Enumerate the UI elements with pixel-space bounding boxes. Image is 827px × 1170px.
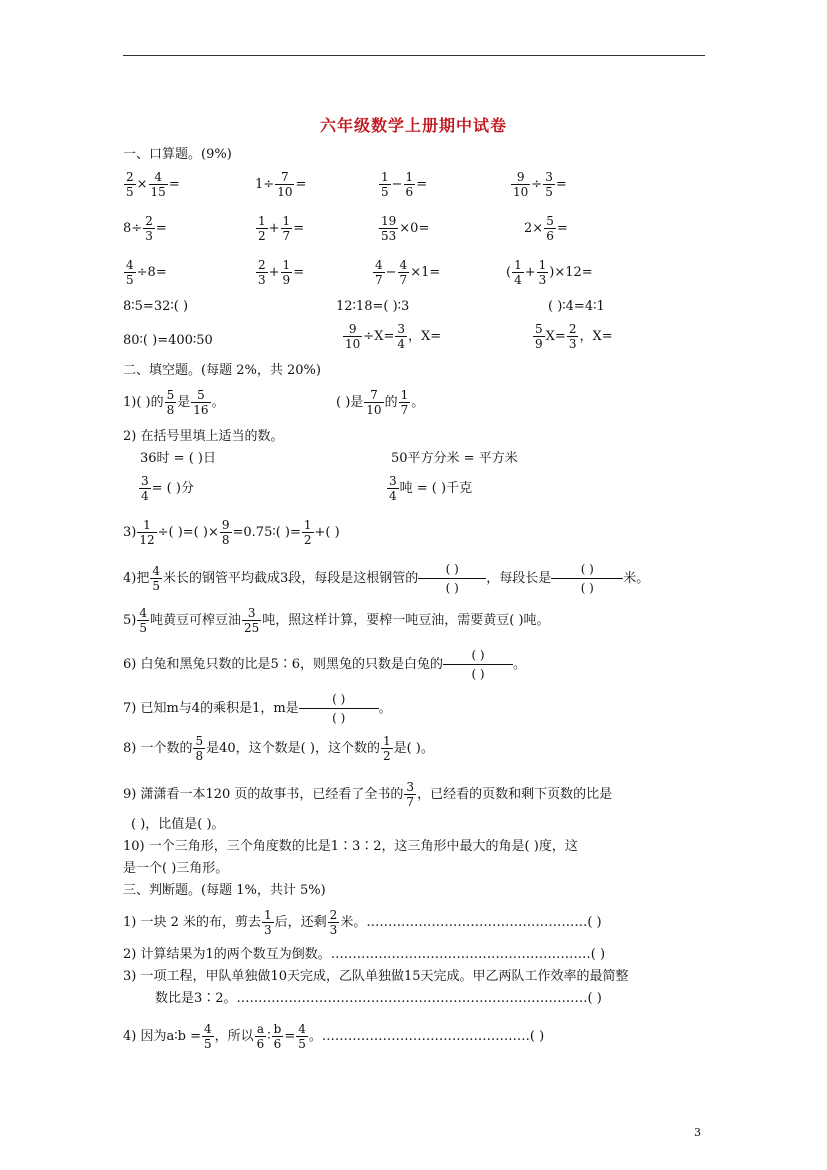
fraction: $\frac{1}{3}$	[538, 258, 547, 287]
fraction: $\frac{3}{4}$	[389, 474, 397, 503]
fill-q2d: $\frac{3}{4}$ 吨 = ( )千克	[389, 474, 473, 503]
fraction: $\frac{3}{5}$	[545, 170, 553, 199]
fraction: $\frac{2}{5}$	[126, 170, 134, 199]
fraction: $\frac{3}{4}$	[141, 474, 149, 503]
fraction: $\frac{1}{4}$	[514, 258, 522, 287]
fraction: $\frac{7}{10}$	[277, 170, 293, 199]
blank-fraction: ( ) ( )	[551, 560, 623, 597]
fill-q8: 8) 一个数的 $\frac{5}{8}$ 是40，这个数是( )，这个数的 $\frac{1}{2}$ 是( )。	[123, 734, 434, 763]
fraction: $\frac{2}{3}$	[329, 908, 338, 937]
oral-q4: $\frac{9}{10}$ ÷ $\frac{3}{5}$ =	[513, 170, 567, 199]
fraction: $\frac{4}{5}$	[139, 606, 147, 635]
fraction: $\frac{2}{3}$	[258, 258, 266, 287]
fill-q10: 10) 一个三角形，三个角度数的比是1∶3∶2，这三角形中最大的角是( )度，这	[123, 839, 578, 854]
fraction: $\frac{9}{10}$	[345, 322, 361, 351]
blank-fraction: ( ) ( )	[299, 690, 379, 727]
header-rule	[123, 55, 705, 56]
fraction: $\frac{4}{7}$	[399, 258, 408, 287]
fill-q6: 6) 白兔和黑兔只数的比是5∶6，则黑兔的只数是白兔的 ( ) ( ) 。	[123, 648, 527, 681]
oral-q11: $\frac{4}{7}$ − $\frac{4}{7}$ ×1=	[375, 258, 441, 287]
blank-fraction: ( ) ( )	[418, 560, 486, 597]
fraction: $\frac{3}{25}$	[244, 606, 260, 635]
fraction: $\frac{4}{7}$	[375, 258, 383, 287]
fill-q7: 7) 已知m与4的乘积是1，m是 ( ) ( ) 。	[123, 692, 392, 725]
fraction: $\frac{5}{16}$	[193, 388, 209, 417]
fraction: $\frac{1}{7}$	[400, 388, 409, 417]
equation-q1: $\frac{9}{10}$ ÷X= $\frac{3}{4}$ ，X=	[345, 322, 442, 351]
fraction: $\frac{1}{5}$	[381, 170, 389, 199]
fraction: $\frac{a}{6}$	[256, 1022, 265, 1051]
fraction: $\frac{1}{2}$	[258, 214, 266, 243]
fill-q1: 1)( )的 $\frac{5}{8}$ 是 $\frac{5}{16}$ 。	[123, 388, 225, 417]
fraction: $\frac{4}{5}$	[203, 1022, 212, 1051]
fraction: $\frac{4}{5}$	[152, 564, 160, 593]
judge-q1: 1) 一块 2 米的布，剪去 $\frac{1}{3}$ 后，还剩 $\frac{2}{3}$ 米。……………………………………………( )	[123, 908, 602, 937]
page-title: 六年级数学上册期中试卷	[319, 116, 507, 135]
oral-q10: $\frac{2}{3}$ + $\frac{1}{9}$ =	[258, 258, 305, 287]
fraction: $\frac{5}{9}$	[535, 322, 543, 351]
ratio-q3: ( )∶4=4∶1	[548, 299, 605, 314]
fraction: $\frac{9}{10}$	[513, 170, 529, 199]
ratio-q1: 8∶5=32∶( )	[123, 299, 189, 314]
fraction: $\frac{2}{3}$	[568, 322, 577, 351]
fill-q2a: 36时 = ( )日	[140, 451, 216, 466]
oral-q8: 2× $\frac{5}{6}$ =	[524, 214, 568, 243]
oral-q2: 1÷ $\frac{7}{10}$ =	[255, 170, 307, 199]
fill-q2b: 50平方分米 = 平方米	[391, 451, 518, 466]
section3-heading: 三、判断题。(每题 1%，共计 5%)	[123, 883, 326, 898]
fraction: $\frac{4}{5}$	[126, 258, 134, 287]
oral-q9: $\frac{4}{5}$ ÷8=	[126, 258, 167, 287]
ratio-q4: 80∶( )=400∶50	[123, 333, 213, 348]
section1-heading: 一、口算题。(9%)	[123, 147, 232, 162]
oral-q7: $\frac{19}{53}$ ×0=	[381, 214, 430, 243]
page-number: 3	[694, 1126, 701, 1139]
fill-q3: 3) $\frac{1}{12}$ ÷( )=( )× $\frac{9}{8}$ =0.75∶( )= $\frac{1}{2}$ +( )	[123, 518, 340, 547]
oral-q1: $\frac{2}{5}$ × $\frac{4}{15}$ =	[126, 170, 180, 199]
section2-heading: 二、填空题。(每题 2%，共 20%)	[123, 363, 321, 378]
fraction: $\frac{1}{2}$	[303, 518, 312, 547]
fraction: $\frac{b}{6}$	[273, 1022, 282, 1051]
equation-q2: $\frac{5}{9}$ X= $\frac{2}{3}$ ，X=	[535, 322, 613, 351]
fraction: $\frac{3}{7}$	[406, 780, 415, 809]
judge-q2: 2) 计算结果为1的两个数互为倒数。……………………………………………………( )	[123, 947, 606, 962]
fraction: $\frac{9}{8}$	[221, 518, 230, 547]
fill-q4: 4)把 $\frac{4}{5}$ 米长的钢管平均截成3段，每段是这根钢管的 ( ) ( ) ，每段长是 ( ) ( ) 米。	[123, 562, 650, 595]
judge-q4: 4) 因为a∶b = $\frac{4}{5}$ ，所以 $\frac{a}{6}$ ∶ $\frac{b}{6}$ = $\frac{4}{5}$ 。…………………………………………( )	[123, 1022, 545, 1051]
fraction: $\frac{1}{12}$	[139, 518, 155, 547]
oral-q3: $\frac{1}{5}$ − $\frac{1}{6}$ =	[381, 170, 428, 199]
fill-q9: 9) 潇潇看一本120 页的故事书，已经看了全书的 $\frac{3}{7}$ ，已经看的页数和剩下页数的比是	[123, 780, 613, 809]
fraction: $\frac{1}{9}$	[282, 258, 291, 287]
fraction: $\frac{5}{8}$	[166, 388, 175, 417]
oral-q5: 8÷ $\frac{2}{3}$ =	[123, 214, 167, 243]
fraction: $\frac{1}{7}$	[282, 214, 291, 243]
fraction: $\frac{5}{8}$	[195, 734, 204, 763]
fraction: $\frac{4}{5}$	[298, 1022, 306, 1051]
fraction: $\frac{1}{6}$	[405, 170, 414, 199]
fraction: $\frac{5}{6}$	[546, 214, 554, 243]
fill-q5: 5) $\frac{4}{5}$ 吨黄豆可榨豆油 $\frac{3}{25}$ 吨，照这样计算，要榨一吨豆油，需要黄豆( )吨。	[123, 606, 550, 635]
fraction: $\frac{1}{3}$	[264, 908, 272, 937]
fill-q1b: ( )是 $\frac{7}{10}$ 的 $\frac{1}{7}$ 。	[336, 388, 425, 417]
fraction: $\frac{19}{53}$	[381, 214, 397, 243]
judge-q3: 3) 一项工程，甲队单独做10天完成，乙队单独做15天完成。甲乙两队工作效率的最简整	[123, 969, 629, 984]
judge-q3-cont: 数比是3∶2。………………………………………………………………………( )	[155, 991, 602, 1006]
fraction: $\frac{7}{10}$	[366, 388, 382, 417]
oral-q12: ( $\frac{1}{4}$ + $\frac{1}{3}$ )×12=	[506, 258, 593, 287]
blank-fraction: ( ) ( )	[443, 646, 513, 683]
fraction: $\frac{2}{3}$	[145, 214, 153, 243]
oral-q6: $\frac{1}{2}$ + $\frac{1}{7}$ =	[258, 214, 305, 243]
fill-q2c: $\frac{3}{4}$ = ( )分	[141, 474, 194, 503]
fill-q10-cont: 是一个( )三角形。	[123, 861, 229, 876]
fraction: $\frac{4}{15}$	[150, 170, 166, 199]
fraction: $\frac{3}{4}$	[397, 322, 405, 351]
fill-q2: 2) 在括号里填上适当的数。	[123, 429, 284, 444]
ratio-q2: 12∶18=( )∶3	[336, 299, 410, 314]
fraction: $\frac{1}{2}$	[382, 734, 391, 763]
fill-q9-cont: ( )，比值是( )。	[131, 817, 225, 832]
